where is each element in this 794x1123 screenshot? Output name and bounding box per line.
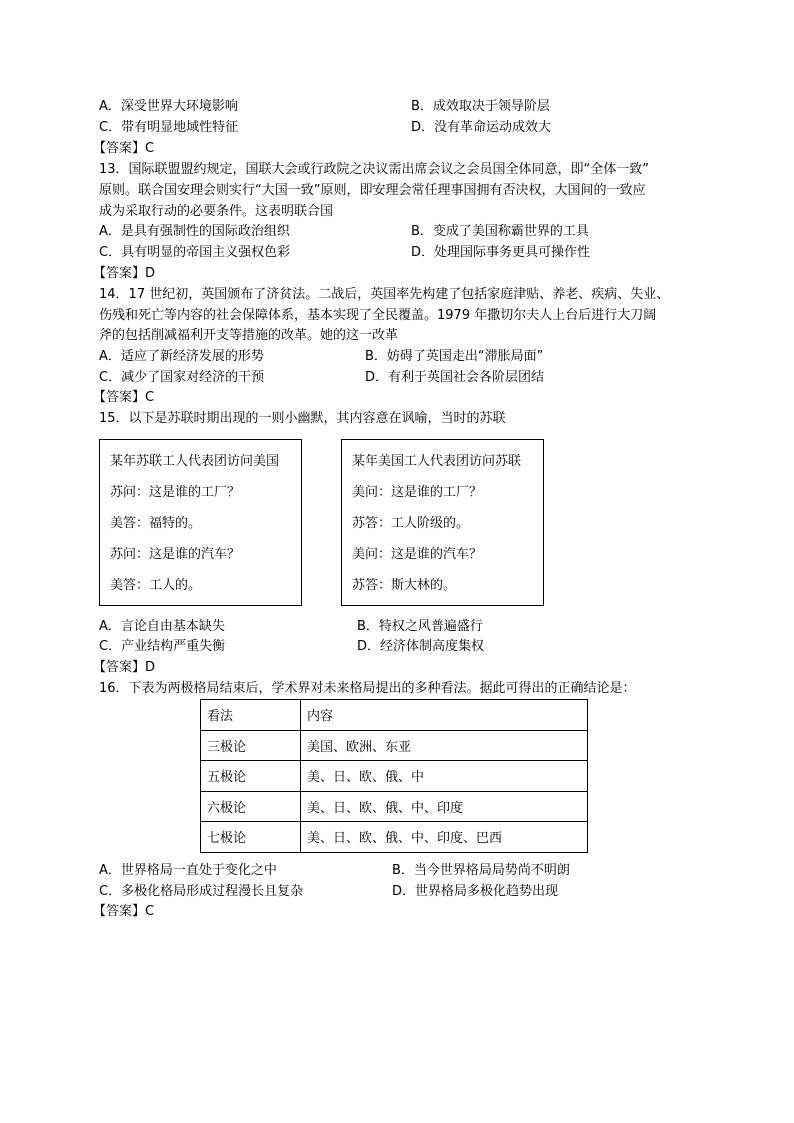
q14-stem-line-2: 伤残和死亡等内容的社会保障体系，基本实现了全民覆盖。1979 年撒切尔夫人上台后进行大刀阔 <box>99 308 657 323</box>
dialog-line: 美答：福特的。 <box>110 516 202 531</box>
q12-option-b: B．成效取决于领导阶层 <box>411 99 550 114</box>
dialog-line: 苏答：斯大林的。 <box>352 578 457 593</box>
table-cell: 三极论 <box>201 730 301 761</box>
table-row <box>201 791 588 822</box>
table-row <box>201 822 588 853</box>
dialog-line: 某年美国工人代表团访问苏联 <box>352 454 522 469</box>
q14-option-d: D．有利于英国社会各阶层团结 <box>365 370 545 385</box>
q15-option-c: C．产业结构严重失衡 <box>99 639 226 654</box>
dialog-line: 美问：这是谁的汽车？ <box>352 547 483 562</box>
table-cell: 七极论 <box>201 822 301 853</box>
dialog-line: 某年苏联工人代表团访问美国 <box>110 454 280 469</box>
q16-stem: 16．下表为两极格局结束后，学术界对未来格局提出的多种看法。据此可得出的正确结论是： <box>99 681 636 696</box>
q16-option-d: D．世界格局多极化趋势出现 <box>392 884 559 899</box>
dialog-line: 美问：这是谁的工厂？ <box>352 485 483 500</box>
dialog-box-american-visit <box>341 439 544 606</box>
q15-option-d: D．经济体制高度集权 <box>357 639 485 654</box>
q12-option-d: D．没有革命运动成效大 <box>411 120 552 135</box>
q16-option-b: B．当今世界格局局势尚不明朗 <box>392 863 570 878</box>
dialog-line: 苏问：这是谁的汽车？ <box>110 547 241 562</box>
q15-answer: 【答案】D <box>93 660 156 675</box>
views-table <box>200 699 588 853</box>
table-cell: 六极论 <box>201 791 301 822</box>
table-header-content: 内容 <box>301 700 588 731</box>
dialog-box-soviet-visit <box>99 439 302 606</box>
q15-option-a: A．言论自由基本缺失 <box>99 619 225 634</box>
dialog-line: 美答：工人的。 <box>110 578 202 593</box>
q14-option-a: A．适应了新经济发展的形势 <box>99 349 264 364</box>
q14-stem-line-3: 斧的包括削减福利开支等措施的改革。她的这一改革 <box>99 328 399 343</box>
table-cell: 美、日、欧、俄、中、印度 <box>301 791 588 822</box>
table-cell: 美、日、欧、俄、中、印度、巴西 <box>301 822 588 853</box>
dialog-line: 苏问：这是谁的工厂？ <box>110 485 241 500</box>
table-row <box>201 700 588 731</box>
q15-option-b: B．特权之风普遍盛行 <box>357 619 483 634</box>
table-cell: 美、日、欧、俄、中 <box>301 761 588 792</box>
q13-option-a: A．是具有强制性的国际政治组织 <box>99 224 290 239</box>
q13-option-c: C．具有明显的帝国主义强权色彩 <box>99 245 291 260</box>
dialog-line: 苏答：工人阶级的。 <box>352 516 470 531</box>
table-cell: 美国、欧洲、东亚 <box>301 730 588 761</box>
q13-option-d: D．处理国际事务更具可操作性 <box>411 245 591 260</box>
q16-option-c: C．多极化格局形成过程漫长且复杂 <box>99 884 304 899</box>
q13-stem-line-1: 13．国际联盟盟约规定，国联大会或行政院之决议需出席会议之会员国全体同意，即“全体一致” <box>99 162 650 177</box>
q13-stem-line-3: 成为采取行动的必要条件。这表明联合国 <box>99 204 334 219</box>
q15-stem: 15．以下是苏联时期出现的一则小幽默，其内容意在讽喻，当时的苏联 <box>99 411 506 426</box>
q14-stem-line-1: 14．17 世纪初，英国颁布了济贫法。二战后，英国率先构建了包括家庭津贴、养老、疾病、失业、 <box>99 287 670 302</box>
q12-answer: 【答案】C <box>93 141 155 156</box>
table-cell: 五极论 <box>201 761 301 792</box>
q14-option-c: C．减少了国家对经济的干预 <box>99 370 265 385</box>
table-row <box>201 730 588 761</box>
q14-option-b: B．妨碍了英国走出“滞胀局面” <box>365 349 544 364</box>
table-header-view: 看法 <box>201 700 301 731</box>
q13-option-b: B．变成了美国称霸世界的工具 <box>411 224 589 239</box>
q14-answer: 【答案】C <box>93 390 155 405</box>
q16-answer: 【答案】C <box>93 904 155 919</box>
q12-option-c: C．带有明显地域性特征 <box>99 120 239 135</box>
q13-answer: 【答案】D <box>93 266 156 281</box>
q16-option-a: A．世界格局一直处于变化之中 <box>99 863 277 878</box>
q13-stem-line-2: 原则。联合国安理会则实行“大国一致”原则，即安理会常任理事国拥有否决权，大国间的一致应 <box>99 183 646 198</box>
q12-option-a: A．深受世界大环境影响 <box>99 99 238 114</box>
table-row <box>201 761 588 792</box>
